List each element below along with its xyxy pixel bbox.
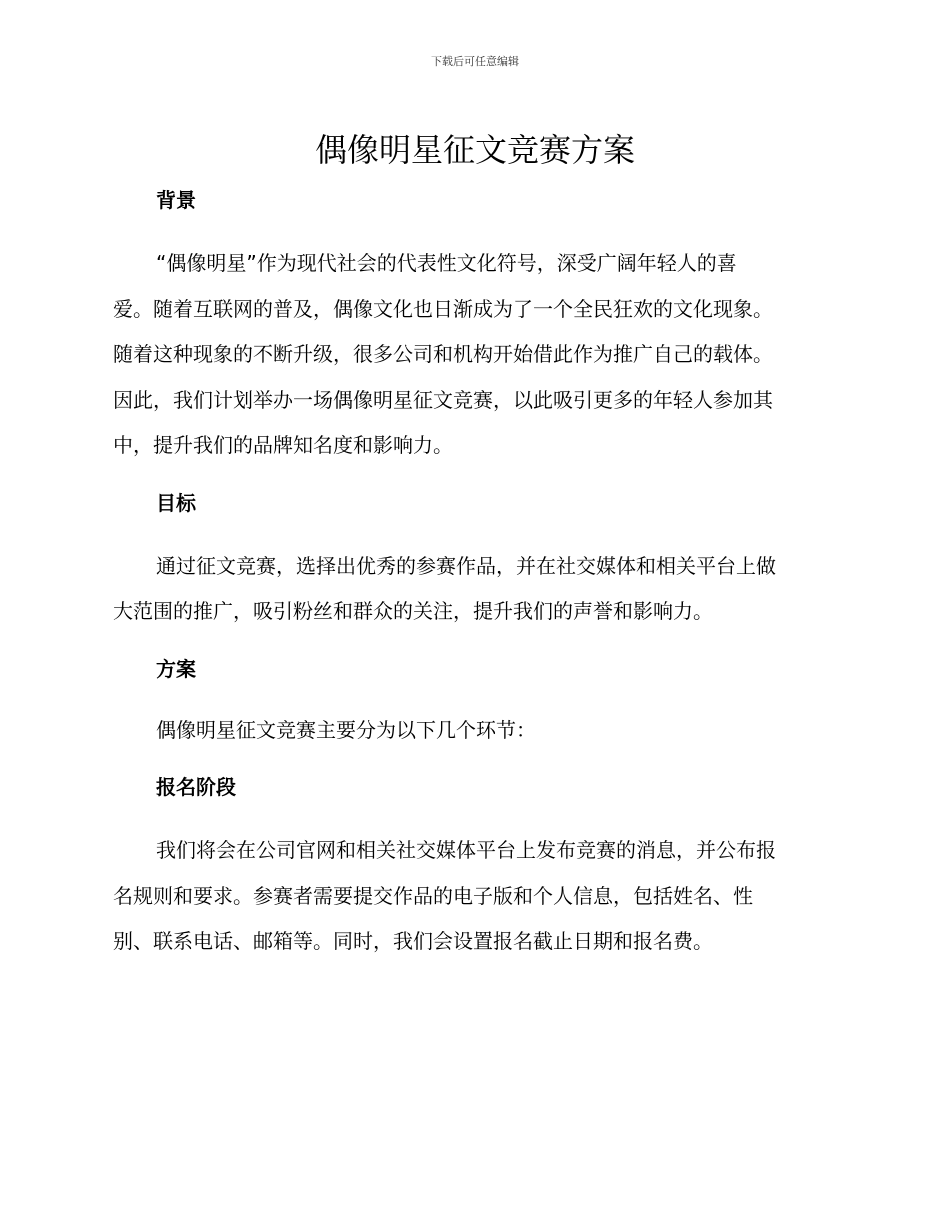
paragraph-line: 大范围的推广，吸引粉丝和群众的关注，提升我们的声誉和影响力。 [113,599,713,623]
paragraph-line: 中，提升我们的品牌知名度和影响力。 [113,433,453,457]
paragraph-line: 我们将会在公司官网和相关社交媒体平台上发布竞赛的消息，并公布报 [156,838,776,862]
section-heading-registration: 报名阶段 [156,775,236,799]
paragraph-line: 偶像明星征文竞赛主要分为以下几个环节： [156,717,536,742]
paragraph-line: 别、联系电话、邮箱等。同时，我们会设置报名截止日期和报名费。 [113,929,713,953]
paragraph-line: 通过征文竞赛，选择出优秀的参赛作品，并在社交媒体和相关平台上做 [156,553,776,578]
paragraph-line: 爱。随着互联网的普及，偶像文化也日渐成为了一个全民狂欢的文化现象。 [113,296,773,321]
paragraph-line: 因此，我们计划举办一场偶像明星征文竞赛，以此吸引更多的年轻人参加其 [113,387,773,412]
paragraph-background [113,241,831,469]
paragraph-goal [113,544,831,635]
section-heading-goal: 目标 [156,490,196,515]
paragraph-line: 随着这种现象的不断升级，很多公司和机构开始借此作为推广自己的载体。 [113,342,773,366]
section-heading-background: 背景 [156,188,196,212]
section-heading-plan: 方案 [156,656,196,681]
document-body [113,181,831,965]
paragraph-line: “偶像明星”作为现代社会的代表性文化符号，深受广阔年轻人的喜 [156,251,737,275]
header-note: 下载后可任意编辑 [431,55,519,68]
paragraph-plan [113,708,831,754]
paragraph-line: 名规则和要求。参赛者需要提交作品的电子版和个人信息，包括姓名、性 [113,883,753,908]
document-title: 偶像明星征文竞赛方案 [314,131,635,169]
paragraph-registration [113,828,831,965]
